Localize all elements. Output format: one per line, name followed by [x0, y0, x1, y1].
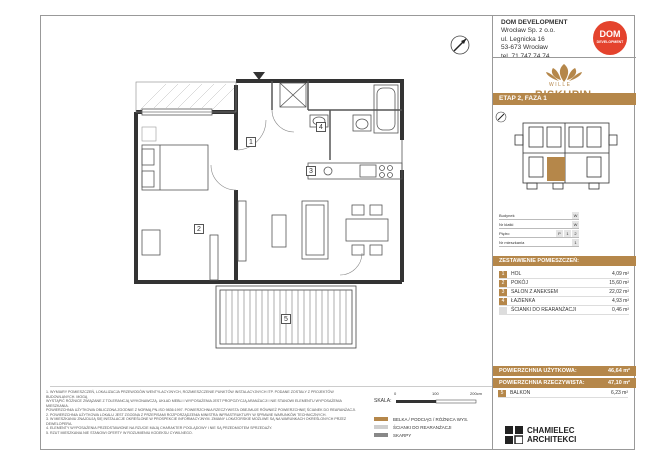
legal-notes: 1. WYMIARY POMIESZCZEŃ, LOKALIZACJA PRZEWODÓW WENTYLACYJNYCH, ROZMIESZCZENIE PUNKTÓW INSTALACYJNYCH ITP. PODANE ZOSTAŁY Z PROJEKTÓW BUDOWLANYCH. MOGĄ WYSTĄPIĆ RÓŻNICE ZWIĄZANE Z TOLERANCJĄ WYKONAWCZĄ. UKŁAD MEBLI I WYPOSAŻENIA JEST PROPOZYCJĄ ARANŻACJI I NIE STANOWI ELEMENTU WYPOSAŻENIA MIESZKANIA. POWIERZCHNIA UŻYTKOWA OBLICZONA ZGODNIE Z NORMĄ PN-ISO 9836:1997. POWIERZCHNIA RZECZYWISTA OBEJMUJE RÓWNIEŻ POWIERZCHNIĘ ŚCIANEK DO REARANŻACJI. 2. POWIERZCHNIA UŻYTKOWA LOKALU JEST ZGODNA Z PRZEPISAMI ROZPORZĄDZENIA MINISTRA INFRASTRUKTURY W SPRAWIE WARUNKÓW TECHNICZNYCH. 3. W MIESZKANIU ZNAJDUJĄ SIĘ INSTALACJE OKREŚLONE W PROSPEKCIE INFORMACYJNYM. ZMIANY LOKATORSKIE MOŻLIWE SĄ NA WARUNKACH OKREŚLONYCH PRZEZ DEWELOPERA. 4. ELEMENTY WYPOSAŻENIA PRZEDSTAWIONE NA RZUCIE MAJĄ CHARAKTER POGLĄDOWY I NIE SĄ PRZEDMIOTEM SPRZEDAŻY. 5. RZUT MIESZKANIA NIE STANOWI OFERTY W ROZUMIENIU KODEKSU CYWILNEGO.	[46, 390, 356, 435]
plan-label-3: 3	[306, 166, 316, 176]
north-arrow-icon	[451, 36, 469, 54]
floor-plan	[40, 15, 492, 387]
rooms-header: ZESTAWIENIE POMIESZCZEŃ:	[493, 256, 636, 266]
dom-logo-sub: DEVELOPMENT	[596, 40, 624, 44]
etap-bar: ETAP 2, FAZA 1	[493, 93, 636, 105]
legend-row: BELKA / PODCIĄG / RÓŻNICA WYS.	[374, 415, 468, 423]
architect-line2: ARCHITEKCI	[527, 435, 577, 444]
usable-area-total: POWIERZCHNIA UŻYTKOWA: 46,64 m²	[493, 366, 636, 376]
company-info	[501, 19, 567, 61]
plan-label-1: 1	[246, 137, 256, 147]
actual-area-total: POWIERZCHNIA RZECZYWISTA: 47,10 m²	[493, 378, 636, 388]
key-plan	[493, 105, 636, 205]
room-row: 4 ŁAZIENKA 4,93 m²	[499, 297, 629, 306]
plan-label-2: 2	[194, 224, 204, 234]
entrance-arrow-icon	[253, 72, 265, 80]
rooms-list	[499, 270, 629, 315]
key-plan-highlight	[547, 157, 565, 181]
legend	[374, 415, 468, 439]
meta-row-stair: Nr klatki W	[499, 220, 579, 229]
company-line1: Wrocław Sp. z o.o.	[501, 27, 556, 35]
company-name: DOM DEVELOPMENT	[501, 19, 568, 26]
architect-mark-icon	[505, 426, 523, 444]
plan-label-4: 4	[316, 122, 326, 132]
scale-graphic	[396, 391, 506, 411]
meta-row-building: Budynek W	[499, 211, 579, 220]
scale-tick-2: 200cm	[470, 391, 483, 396]
company-line2: ul. Legnicka 16	[501, 35, 545, 43]
architect-logo	[505, 426, 576, 444]
dom-logo	[593, 21, 627, 55]
scale-label: SKALA:	[374, 398, 392, 404]
bed	[142, 145, 208, 190]
plan-label-5: 5	[281, 314, 291, 324]
compass-icon	[496, 112, 506, 122]
meta-row-apartment: Nr mieszkania 1	[499, 238, 579, 247]
balcony-row: 5 BALKON 6,23 m²	[498, 389, 628, 398]
company-line3: 53-673 Wrocław	[501, 44, 548, 52]
architect-line1: CHAMIELEC	[527, 426, 575, 435]
room-row: 2 POKÓJ 15,60 m²	[499, 279, 629, 288]
meta-table	[499, 211, 579, 247]
oak-leaf-icon	[541, 62, 587, 84]
room-row: ŚCIANKI DO REARANŻACJI 0,46 m²	[499, 306, 629, 315]
info-panel	[492, 15, 635, 450]
scale-tick-0: 0	[394, 391, 397, 396]
meta-row-floor: Piętro P 1 2	[499, 229, 579, 238]
room-row: 1 HOL 4,09 m²	[499, 270, 629, 279]
brand-sub: WILLE	[549, 82, 572, 88]
legend-row: SKARPY	[374, 431, 468, 439]
dom-logo-text: DOM	[599, 29, 621, 39]
company-line4: tel. 71 747 74 74	[501, 52, 550, 60]
legend-row: ŚCIANKI DO REARANŻACJI	[374, 423, 468, 431]
scale-tick-1: 100	[432, 391, 439, 396]
room-row: 3 SALON Z ANEKSEM 22,02 m²	[499, 288, 629, 297]
